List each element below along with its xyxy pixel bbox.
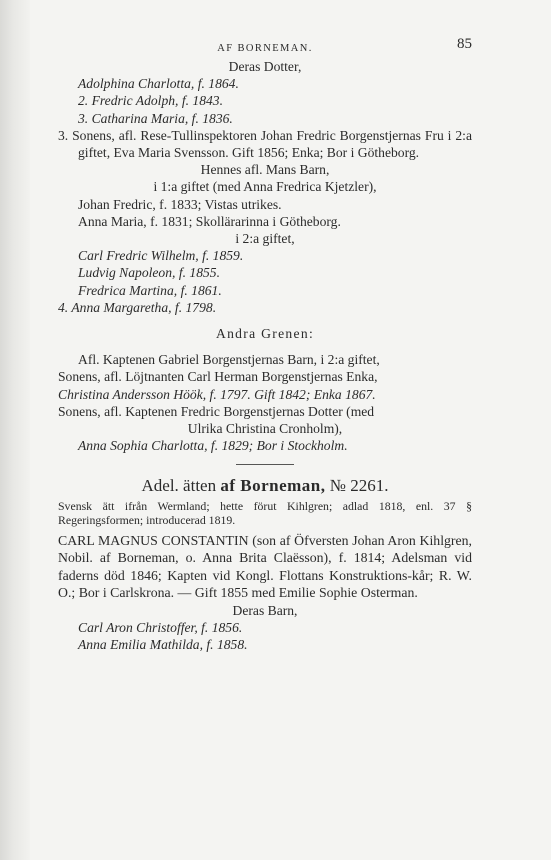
text-line: i 2:a giftet, — [235, 231, 295, 247]
page-number: 85 — [457, 36, 472, 52]
section-heading: Andra Grenen: — [215, 326, 315, 342]
text-line: Hennes afl. Mans Barn, — [200, 162, 330, 178]
family-heading-prefix: Adel. ätten — [141, 476, 217, 496]
text-line: Anna Sophia Charlotta, f. 1829; Bor i Stockholm. — [78, 438, 348, 454]
text-line: 4. Anna Margaretha, f. 1798. — [58, 299, 217, 315]
text-line: 2. Fredric Adolph, f. 1843. — [78, 93, 223, 109]
text-line: Sonens, afl. Löjtnanten Carl Herman Borgenstjernas Enka, — [58, 369, 378, 385]
main-entry: CARL MAGNUS CONSTANTIN (son af Öfversten Johan Aron Kihlgren, Nobil. af Borneman, o. Anna Brita Claësson), f. 1814; Adelsman vid faderns död 1846; Kapten vid Kongl. Flottans Konstruktions-kår; R. W. O.; Bor i Carlskrona. — Gift 1855 med Emilie Sophie Osterman. — [58, 532, 472, 601]
text-line: Adolphina Charlotta, f. 1864. — [78, 76, 239, 92]
text-line: Ulrika Christina Cronholm), — [187, 421, 343, 437]
text-line: Anna Maria, f. 1831; Skollärarinna i Götheborg. — [78, 213, 341, 229]
divider-rule — [236, 464, 294, 465]
text-line: i 1:a giftet (med Anna Fredrica Kjetzler), — [153, 179, 377, 195]
book-spine-shadow — [0, 0, 30, 860]
text-line: Carl Fredric Wilhelm, f. 1859. — [78, 248, 244, 264]
text-line: Deras Dotter, — [228, 59, 302, 74]
running-title: AF BORNEMAN. — [217, 43, 313, 54]
children-heading: Deras Barn, — [232, 603, 298, 619]
family-summary: Svensk ätt ifrån Wermland; hette förut Kihlgren; adlad 1818, enl. 37 § Regeringsformen; introducerad 1819. — [58, 498, 472, 528]
family-heading-name: af Borneman, — [220, 476, 326, 496]
family-heading-number: № 2261. — [329, 476, 389, 496]
text-line: Afl. Kaptenen Gabriel Borgenstjernas Barn, i 2:a giftet, — [78, 352, 380, 368]
text-line: 3. Catharina Maria, f. 1836. — [78, 110, 233, 126]
page-header — [58, 36, 472, 58]
text-line: Sonens, afl. Kaptenen Fredric Borgenstjernas Dotter (med — [58, 403, 375, 419]
child-entry: Anna Emilia Mathilda, f. 1858. — [78, 637, 248, 653]
text-line: Johan Fredric, f. 1833; Vistas utrikes. — [78, 196, 282, 212]
family-heading — [58, 477, 472, 494]
text-line: Ludvig Napoleon, f. 1855. — [78, 265, 220, 281]
text-paragraph: 3. Sonens, afl. Rese-Tullinspektoren Johan Fredric Borgenstjernas Fru i 2:a giftet, Eva Maria Svensson. Gift 1856; Enka; Bor i Götheborg. — [58, 127, 472, 161]
text-line: Fredrica Martina, f. 1861. — [78, 282, 222, 298]
child-entry: Carl Aron Christoffer, f. 1856. — [78, 620, 243, 636]
book-page — [58, 36, 472, 654]
text-line: Christina Andersson Höök, f. 1797. Gift 1842; Enka 1867. — [58, 386, 376, 402]
